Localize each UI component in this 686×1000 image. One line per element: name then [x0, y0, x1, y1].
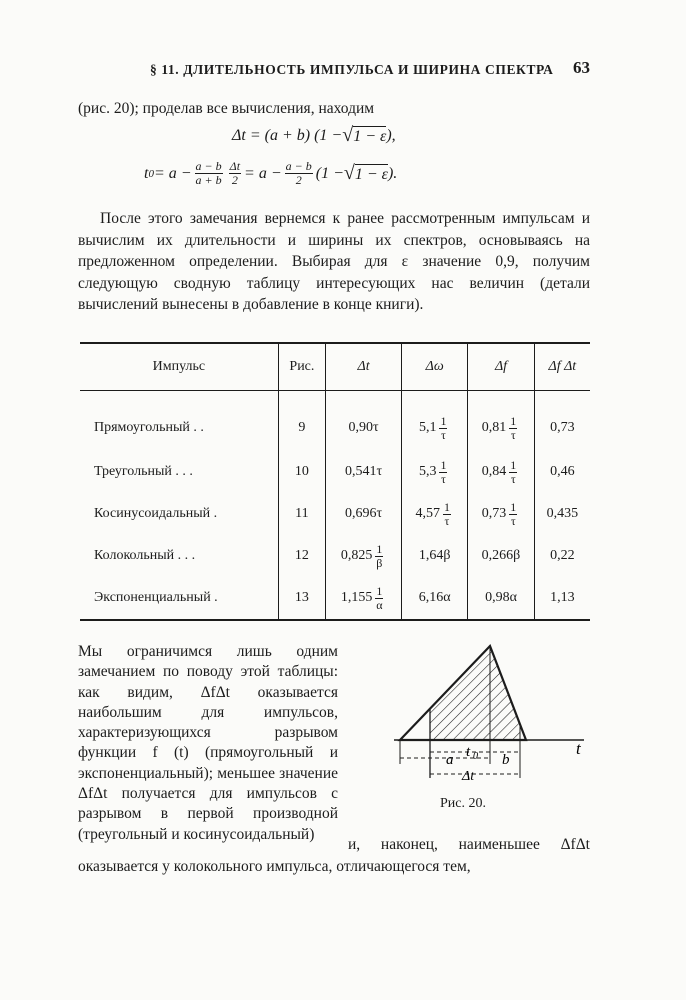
formula2-frac2: [229, 160, 241, 187]
cell-name: Треугольный . . .: [94, 464, 193, 479]
header-title: § 11. ДЛИТЕЛЬНОСТЬ ИМПУЛЬСА И ШИРИНА СПЕКТРА: [150, 62, 554, 77]
cell-name: Косинусоидальный .: [94, 506, 218, 521]
frac3-den: 2: [295, 173, 302, 187]
col-header-fig: Рис.: [278, 343, 325, 391]
formula1-end: ),: [386, 126, 396, 144]
cell-dfdt: 0,46: [534, 451, 590, 493]
cell-name: Экспоненциальный .: [94, 590, 218, 605]
running-header: [150, 58, 590, 78]
cell-df-den: τ: [510, 427, 516, 442]
table-header-row: [80, 343, 590, 391]
cell-dw-num: 1: [440, 413, 447, 428]
cell-df-den: τ: [510, 471, 516, 486]
frac1-num: a − b: [195, 159, 222, 173]
cell-df-coef: 0,81: [481, 420, 507, 435]
cell-dw-den: τ: [441, 471, 446, 486]
formula2-frac1: [195, 160, 223, 187]
cell-dw: 1,64β: [402, 535, 468, 577]
table-row: [80, 577, 590, 620]
cell-name: Колокольный . . .: [94, 548, 196, 563]
cell-dt-coef: 0,825: [340, 548, 373, 563]
intro-line: (рис. 20); проделав все вычисления, находим: [78, 100, 375, 117]
cell-dfdt: 0,435: [534, 493, 590, 535]
cell-dw-coef: 5,1: [418, 420, 437, 435]
label-b: b: [502, 752, 510, 768]
cell-dw-num: 1: [440, 457, 447, 472]
formula1-lhs: Δt = (a + b) (1 −: [232, 126, 343, 144]
cell-dt: 0,541τ: [326, 451, 402, 493]
cell-df: 0,266β: [468, 535, 534, 577]
cell-dt: [326, 577, 402, 620]
label-dt: Δt: [462, 769, 475, 784]
formula2-frac3: [285, 160, 313, 187]
cell-df-den: τ: [510, 513, 516, 528]
col-header-impulse: Импульс: [80, 343, 278, 391]
formula2-start: t: [144, 164, 149, 182]
formula2-end: ).: [387, 164, 398, 182]
cell-dw: [402, 391, 468, 452]
cell-dt-num: 1: [376, 583, 383, 598]
cell-dw: 6,16α: [402, 577, 468, 620]
cell-fig: 11: [278, 493, 325, 535]
cell-name: Прямоугольный . .: [94, 420, 204, 435]
cell-fig: 13: [278, 577, 325, 620]
cell-dfdt: 0,73: [534, 391, 590, 452]
formula2-tail: (1 −: [315, 164, 344, 182]
cell-dw: [402, 493, 468, 535]
label-t: t: [576, 739, 581, 758]
paragraph-remark: Мы ограничимся лишь одним замечанием по поводу этой таблицы: как видим, ΔfΔt оказывается наибольшим для импульсов, характеризующихся разрывом функции f (t) (прямоугольный и экспоненциальный); меньшее значение ΔfΔt получается для импульсов с разрывом в первой производной (треугольный и косинусоидальный): [78, 643, 338, 843]
formula1-radicand: 1 − ε: [353, 127, 387, 145]
cell-fig: 10: [278, 451, 325, 493]
cell-dw-den: τ: [444, 513, 450, 528]
frac2-num: Δt: [229, 159, 241, 173]
cell-dfdt: 0,22: [534, 535, 590, 577]
formula-t0: [144, 160, 397, 187]
cell-df: [468, 493, 534, 535]
cell-fig: 9: [278, 391, 325, 452]
cell-dw-coef: 4,57: [415, 506, 440, 521]
formula2-eq-a: = a −: [153, 164, 192, 182]
table-row: [80, 451, 590, 493]
paragraph-summary: После этого замечания вернемся к ранее рассмотренным импульсам и вычислим их длительности и ширины их спектров, основываясь на предложенном определении. Выбирая для ε значение 0,9, получим следующую сводную таблицу интересующих нас величин (детали вычислений вынесены в добавление в конце книги).: [78, 210, 590, 313]
label-a: a: [446, 752, 454, 768]
frac1-den: a + b: [195, 173, 222, 187]
cell-df-num: 1: [510, 499, 517, 514]
col-header-dt: Δt: [326, 343, 402, 391]
formula2-sub: 0: [148, 167, 154, 180]
cell-dt: 0,90τ: [326, 391, 402, 452]
figure-caption: Рис. 20.: [440, 796, 486, 811]
cell-dw-coef: 5,3: [418, 464, 437, 479]
cell-df: [468, 451, 534, 493]
formula-delta-t: [232, 124, 396, 147]
cell-dt-den: α: [376, 597, 383, 612]
formula2-eq-b: = a −: [244, 164, 282, 182]
table-row: [80, 535, 590, 577]
label-t0: t: [466, 744, 471, 760]
cell-df-num: 1: [510, 413, 517, 428]
page-number: 63: [573, 58, 590, 77]
sqrt-icon: √: [342, 124, 354, 146]
label-t0-sub: 0: [473, 751, 478, 762]
cell-fig: 12: [278, 535, 325, 577]
col-header-dfdt: Δf Δt: [534, 343, 590, 391]
summary-table: [80, 342, 590, 621]
table-row: [80, 391, 590, 452]
cell-df: [468, 391, 534, 452]
col-header-df: Δf: [468, 343, 534, 391]
figure-20: [394, 640, 594, 820]
cell-dt-coef: 1,155: [340, 590, 373, 605]
cell-dt: 0,696τ: [326, 493, 402, 535]
cell-dfdt: 1,13: [534, 577, 590, 620]
cell-dw-den: τ: [441, 427, 446, 442]
formula2-radicand: 1 − ε: [354, 165, 388, 183]
cell-dw: [402, 451, 468, 493]
cell-dt-num: 1: [376, 541, 383, 556]
cell-df-coef: 0,73: [481, 506, 507, 521]
col-header-dw: Δω: [402, 343, 468, 391]
table-row: [80, 493, 590, 535]
cell-dw-num: 1: [443, 499, 450, 514]
paragraph-continuation: и, наконец, наименьшее ΔfΔt оказывается у колокольного импульса, отличающегося тем,: [78, 836, 590, 875]
cell-df-num: 1: [510, 457, 517, 472]
cell-df-coef: 0,84: [481, 464, 507, 479]
sqrt-icon: √: [343, 162, 355, 184]
cell-dt-den: β: [376, 555, 383, 570]
cell-df: 0,98α: [468, 577, 534, 620]
frac2-den: 2: [231, 173, 238, 187]
cell-dt: [326, 535, 402, 577]
frac3-num: a − b: [285, 159, 312, 173]
